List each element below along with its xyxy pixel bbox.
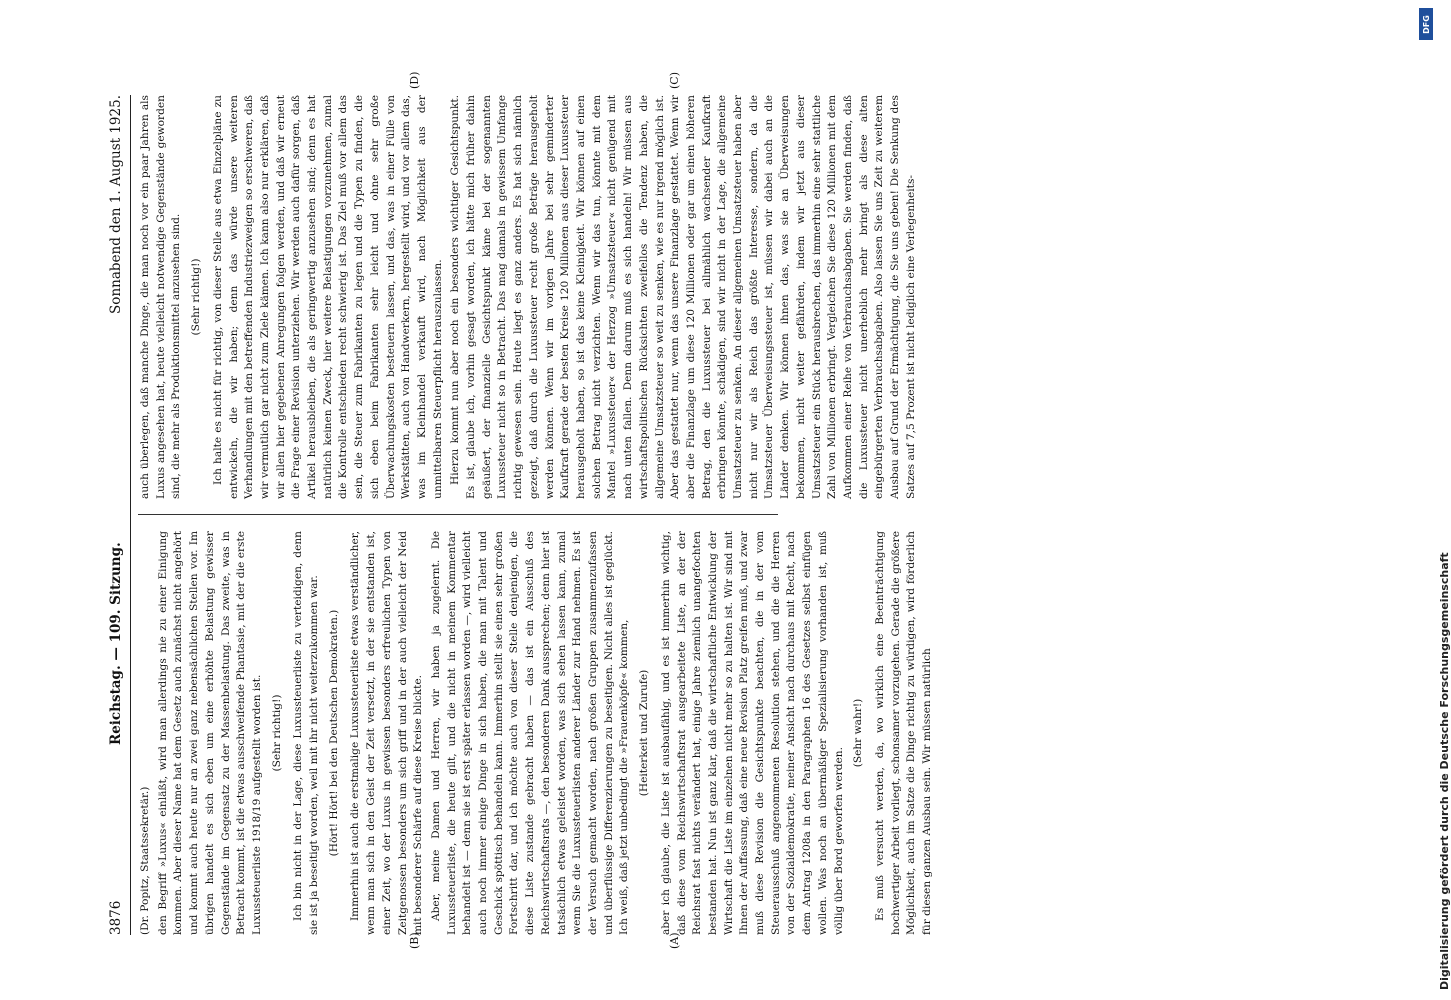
left-remark-3: (Heiterkeit und Zurufe) (638, 669, 651, 797)
margin-mark-b: (B) (408, 932, 421, 949)
header-rule (130, 95, 131, 935)
left-remark-2: (Hört! Hört! bei den Deutschen Demokraten.) (327, 609, 340, 857)
left-paragraph-4: Aber, meine Damen und Herren, wir haben ja zugelernt. Die Luxussteuerliste, die heute gilt, und die nicht in meinem Kommentar behandelt ist — denn sie ist erst später erlassen worden —, wird vielleicht auch noch immer einige Dinge in sich haben, die man mit Talent und Geschick spöttisch behandeln kann. Immerhin stellt sie einen sehr großen Fortschritt dar, und ich möchte auch von dieser Stelle denjenigen, die diese Liste zustande gebracht haben — das ist ein Ausschuß des Reichswirtschaftsrats —, den besonderen Dank aussprechen; denn hier ist tatsächlich etwas geleistet worden, was sich sehen lassen kann, zumal wenn Sie die Luxussteuerlisten anderer Länder zur Hand nehmen. Es ist der Versuch gemacht worden, nach großen Gruppen zusammenzufassen und überflüssige Differenzierungen zu beseitigen. Nicht alles ist geglückt. Ich weiß, daß jetzt unbedingt die »Frauenköpfe« kommen, (429, 531, 631, 935)
margin-mark-d: (D) (408, 71, 421, 89)
left-column (138, 531, 934, 935)
left-paragraph-6: Es muß versucht werden, da, wo wirklich eine Beeinträchtigung hochwertiger Arbeit vorliegt, schonsamer vorzugehen. Gerade die größere Möglichkeit, auch im Satze die Dinge richtig zu würdigen, wird förderlich für diesen ganzen Ausbau sein. Wir müssen natürlich (873, 531, 934, 935)
rotated-print-page (108, 71, 934, 949)
header-date: Sonnabend den 1. August 1925. (108, 95, 124, 314)
left-paragraph-5: aber ich glaube, die Liste ist ausbaufähig, und es ist immerhin wichtig, daß diese vom Reichswirtschaftsrat ausgearbeitete Liste, an der der Reichsrat fast nichts verändert hat, einige Jahre ziemlich unangefochten bestanden hat. Nun ist ganz klar, daß die wirtschaftliche Entwicklung der Wirtschaft die Liste im einzelnen nicht mehr so zu halten ist. Wir sind mit Ihnen der Auffassung, daß eine neue Revision Platz greifen muß, und zwar muß diese Revision die Gesichtspunkte beachten, die in der vom Steuerausschuß angenommenen Resolution stehen, und die die Herren von der Sozialdemokratie, meiner Ansicht nach durchaus mit Recht, nach dem Antrag 1208a in den Paragraphen 16 des Gesetzes selbst einfügen wollen. Was noch an übermäßiger Spezialisierung vorhanden ist, muß völlig über Bord geworfen werden. (659, 531, 845, 935)
digitization-credit: Digitalisierung gefördert durch die Deutsche Forschungsgemeinschaft (1438, 552, 1451, 990)
right-column (138, 95, 917, 499)
speaker-intro: (Dr. Popitz, Staatssekretär.) (139, 786, 151, 935)
right-paragraph-2: Ich halte es nicht für richtig, von dieser Stelle aus etwa Einzelpläne zu entwickeln, die wir haben; denn das würde unsere weiteren Verhandlungen mit den betreffenden Industriezweigen so erschweren, daß wir vermutlich gar nicht zum Ziele kämen. Ich kann also nur erklären, daß wir allen hier gegebenen Anregungen folgen werden, und daß wir erneut die Frage einer Revision unterziehen. Wir werden auch dafür sorgen, daß Artikel herausbleiben, die als geringwertig anzusehen sind; denn es hat natürlich keinen Zweck, hier weitere Belastigungen vorzunehmen, zumal die Kontrolle entschieden recht schwierig ist. Das Ziel muß vor allem das sein, die Steuer zum Fabrikanten zu legen und die Typen zu finden, die sich eben beim Fabrikanten sehr leicht und ohne sehr große Überwachungskosten besteuern lassen, und das, was in einer Fülle von Werkstätten, auch von Handwerkern, hergestellt wird, und vor allem das, was im Kleinhandel verkauft wird, nach Möglichkeit aus der unmittelbaren Steuerpflicht herauszulassen. (211, 95, 444, 499)
right-paragraph-3: Hierzu kommt nun aber noch ein besonders wichtiger Gesichtspunkt. Es ist, glaube ich, vorhin gesagt worden, ich hätte mich früher dahin geäußert, der finanzielle Gesichtspunkt käme bei der sogenannten Luxussteuer nicht so in Betracht. Das mag damals in gewissem Umfange richtig gewesen sein. Heute liegt es ganz anders. Es hat sich nämlich gezeigt, daß durch die Luxussteuer recht große Beträge herausgeholt werden können. Wenn wir im vorigen Jahre bei sehr geminderter Kaufkraft gerade der besten Kreise 120 Millionen aus dieser Luxussteuer herausgeholt haben, so ist das keine Kleinigkeit. Wir können auf einen solchen Betrag nicht verzichten. Wenn wir das tun, könnte mit dem Mantel »Luxussteuer« der Herzog »Umsatzsteuer« nicht genügend mit nach unten fallen. Denn darum muß es sich handeln! Wir müssen aus wirtschaftspolitischen Rücksichten zweifellos die Tendenz haben, die allgemeine Umsatzsteuer so weit zu senken, wie es nur irgend möglich ist. Aber das gestattet nur, wenn das unsere Finanzlage gestattet. Wenn wir aber die Finanzlage um diese 120 Millionen oder gar um einen höheren Betrag, den die Luxussteuer bei allmählich wachsender Kaufkraft erbringen könnte, schädigen, sind wir nicht in der Lage, die allgemeine Umsatzsteuer zu senken. An dieser allgemeinen Umsatzsteuer haben aber nicht nur wir als Reich das größte Interesse, sondern, da die Umsatzsteuer Überweisungssteuer ist, müssen wir dabei auch an die Länder denken. Wir können ihnen das, was sie an Überweisungen bekommen, nicht weiter gefährden, indem wir jetzt aus dieser Umsatzsteuer ein Stück herausbrechen, das immerhin eine sehr stattliche Zahl von Millionen erbringt. Vergleichen Sie diese 120 Millionen mit dem Aufkommen einer Reihe von Verbrauchsabgaben. Sie werden finden, daß die Luxussteuer nicht unerheblich mehr bringt als diese alten eingebürgerten Verbrauchsabgaben. Also lassen Sie uns Zeit zu weiterem Ausbau auf Grund der Ermächtigung, die Sie uns geben! Die Senkung des Satzes auf 7,5 Prozent ist nicht lediglich eine Verlegenheits- (449, 95, 917, 499)
left-remark-4: (Sehr wahr!) (852, 698, 865, 768)
column-separator (138, 514, 778, 515)
header-session: Reichstag. — 109. Sitzung. (108, 542, 124, 745)
page-number: 3876 (108, 900, 124, 935)
running-header (108, 95, 132, 935)
left-paragraph-1: den Begriff »Luxus« einläßt, wird man allerdings nie zu einer Einigung kommen. Aber dieser Name hat dem Gesetz auch zunächst nicht angehört und kommt auch heute nur an zwei ganz nebensächlichen Stellen vor. Im übrigen handelt es sich eben um eine erhöhte Belastung gewisser Gegenstände im Gegensatz zu der Massenbelastung. Das zweite, was in Betracht kommt, ist die etwas ausschweifende Phantasie, mit der die erste Luxussteuerliste 1918/19 aufgestellt worden ist. (156, 531, 263, 935)
dfg-logo: DFG (1419, 8, 1433, 40)
right-remark-1: (Sehr richtig!) (190, 258, 203, 336)
margin-mark-a: (A) (668, 932, 681, 949)
left-paragraph-3: Immerhin ist auch die erstmalige Luxussteuerliste etwas verständlicher, wenn man sich in den Geist der Zeit versetzt, in der sie entstanden ist, einer Zeit, wo der Luxus in gewissen besonders erfreulichen Typen von Zeitgenossen besonders um sich griff und in der auch vielleicht der Neid mit besonderer Schärfe auf diese Kreise blickte. (349, 531, 425, 935)
margin-mark-c: (C) (668, 72, 681, 89)
left-remark-1: (Sehr richtig!) (270, 694, 283, 772)
left-paragraph-2: Ich bin nicht in der Lage, diese Luxussteuerliste zu verteidigen, denn sie ist ja beseitigt worden, weil mit ihr nicht weiterzukommen war. (292, 531, 321, 935)
right-paragraph-1: auch überlegen, daß manche Dinge, die man noch vor ein paar Jahren als Luxus angesehen hat, heute vielleicht notwendige Gegenstände geworden sind, die mehr als Produktionsmittel anzusehen sind. (139, 95, 183, 499)
